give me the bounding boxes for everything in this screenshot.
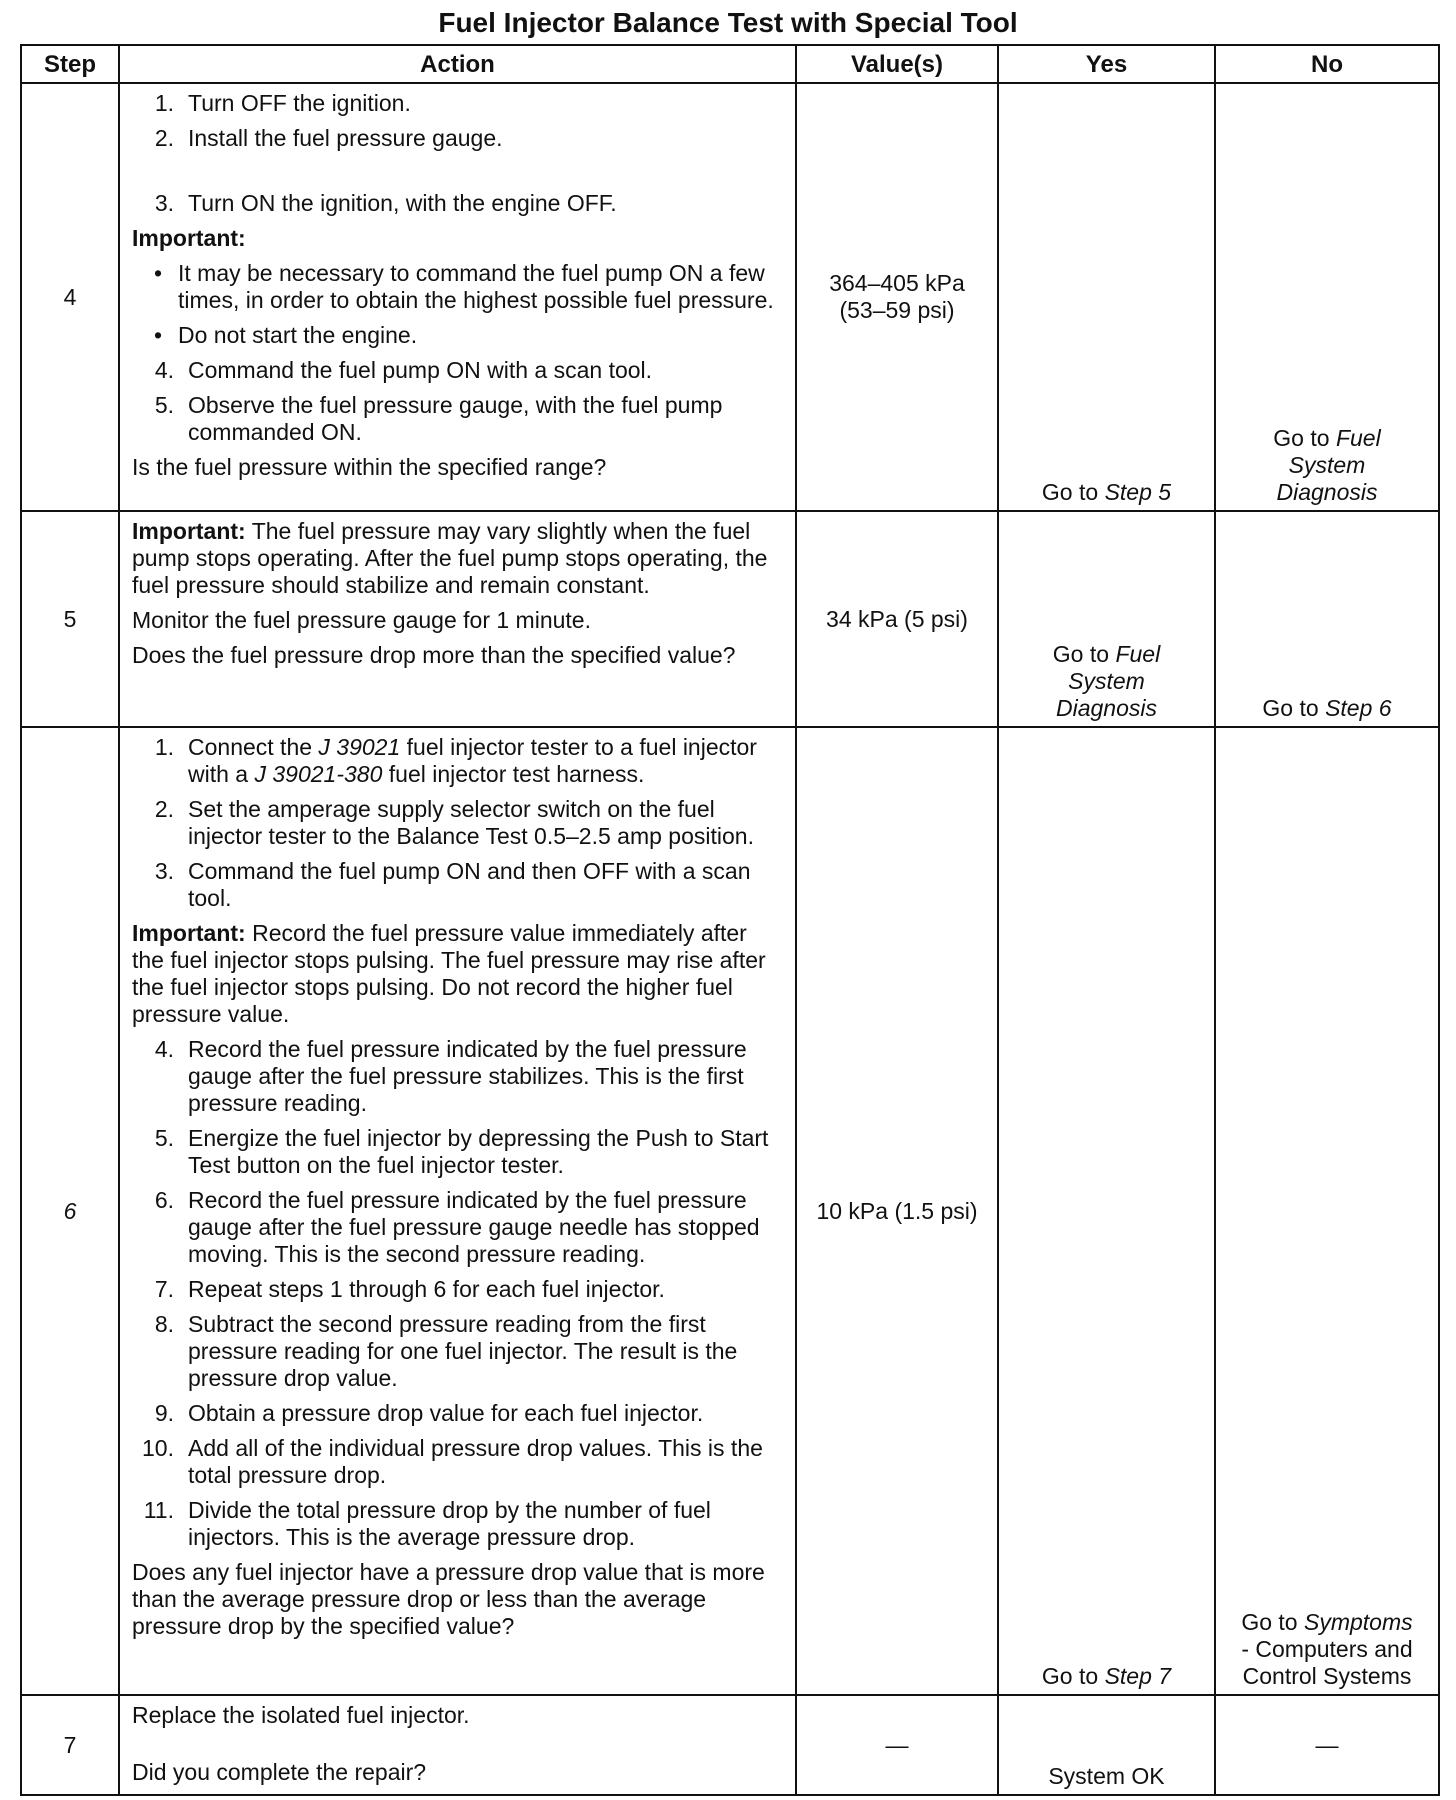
symptoms-link-line: Control Systems bbox=[1242, 1663, 1412, 1689]
value-line: (53–59 psi) bbox=[839, 297, 955, 323]
diagnosis-link[interactable]: System bbox=[1288, 452, 1366, 478]
action-steps bbox=[132, 90, 785, 217]
table-row bbox=[21, 727, 1439, 1695]
table-row bbox=[21, 83, 1439, 511]
question: Is the fuel pressure within the specified range? bbox=[132, 454, 607, 480]
table-header-row bbox=[21, 45, 1439, 83]
action-step: 5. Energize the fuel injector by depressing the Push to Start Test button on the fuel injector tester. bbox=[154, 1125, 769, 1178]
important-note: Important: Record the fuel pressure value immediately after the fuel injector stops pulsing. The fuel pressure may rise after the fuel injector stops pulsing. Do not record the higher fuel pressure value. bbox=[132, 920, 766, 1027]
value-cell: 10 kPa (1.5 psi) bbox=[796, 727, 998, 1695]
question: Does any fuel injector have a pressure drop value that is more than the average pressure drop or less than the average pressure drop by the specified value? bbox=[132, 1559, 765, 1639]
yes-cell: Go to Step 7 bbox=[998, 727, 1215, 1695]
value-cell: 34 kPa (5 psi) bbox=[796, 511, 998, 727]
bullet-item: • It may be necessary to command the fuel pump ON a few times, in order to obtain the highest possible fuel pressure. bbox=[132, 260, 785, 314]
step-number: 6 bbox=[21, 727, 119, 1695]
action-step: 2. Set the amperage supply selector switch on the fuel injector tester to the Balance Test 0.5–2.5 amp position. bbox=[154, 796, 754, 849]
table-row bbox=[21, 511, 1439, 727]
bullet-item: • Do not start the engine. bbox=[132, 322, 785, 349]
action-step: 3. Command the fuel pump ON and then OFF with a scan tool. bbox=[154, 858, 751, 911]
step-number: 7 bbox=[21, 1695, 119, 1795]
important-note: Important: The fuel pressure may vary slightly when the fuel pump stops operating. After the fuel pump stops operating, the fuel pressure should stabilize and remain constant. bbox=[132, 518, 768, 598]
action-step: 3. Turn ON the ignition, with the engine OFF. bbox=[154, 190, 617, 216]
no-cell: Go to Step 6 bbox=[1215, 511, 1439, 727]
no-cell: Go to Fuel System Diagnosis bbox=[1215, 83, 1439, 511]
action-step: 1. Turn OFF the ignition. bbox=[154, 90, 411, 116]
spacer bbox=[132, 160, 785, 182]
tool-number: J 39021 bbox=[318, 734, 401, 760]
diagnosis-link[interactable]: Diagnosis bbox=[1056, 695, 1157, 721]
action-step: 4. Record the fuel pressure indicated by the fuel pressure gauge after the fuel pressure stabilizes. This is the first pressure reading. bbox=[154, 1036, 747, 1116]
yes-cell: System OK bbox=[998, 1695, 1215, 1795]
action-step: 10. Add all of the individual pressure drop values. This is the total pressure drop. bbox=[142, 1435, 763, 1488]
action-step: 6. Record the fuel pressure indicated by the fuel pressure gauge after the fuel pressure gauge needle has stopped moving. This is the second pressure reading. bbox=[154, 1187, 760, 1267]
action-step: 1. Connect the J 39021 fuel injector tester to a fuel injector with a J 39021-380 fuel injector test harness. bbox=[154, 734, 757, 787]
tool-number: J 39021-380 bbox=[254, 761, 383, 787]
action-steps bbox=[132, 734, 785, 912]
diagnosis-link[interactable]: Diagnosis bbox=[1276, 479, 1378, 505]
important-bullets bbox=[132, 260, 785, 349]
step-link[interactable]: Step 5 bbox=[1104, 479, 1172, 505]
symptoms-link[interactable]: Symptoms bbox=[1304, 1609, 1413, 1635]
action-step: 8. Subtract the second pressure reading from the first pressure reading for one fuel injector. The result is the pressure drop value. bbox=[154, 1311, 738, 1391]
value-cell: — bbox=[796, 1695, 998, 1795]
action-step: 5. Observe the fuel pressure gauge, with the fuel pump commanded ON. bbox=[154, 392, 723, 445]
header-no: No bbox=[1215, 45, 1439, 83]
action-steps bbox=[132, 1036, 785, 1551]
action-step: 4. Command the fuel pump ON with a scan tool. bbox=[154, 357, 653, 383]
value-line: 364–405 kPa bbox=[829, 270, 965, 296]
header-action: Action bbox=[119, 45, 796, 83]
symptoms-link-line: - Computers and bbox=[1241, 1636, 1413, 1662]
header-values: Value(s) bbox=[796, 45, 998, 83]
instruction: Replace the isolated fuel injector. bbox=[132, 1702, 470, 1728]
important-label: Important: bbox=[132, 225, 246, 251]
question: Did you complete the repair? bbox=[132, 1759, 427, 1785]
step-number: 4 bbox=[21, 83, 119, 511]
yes-cell: Go to Step 5 bbox=[998, 83, 1215, 511]
header-step: Step bbox=[21, 45, 119, 83]
page-title: Fuel Injector Balance Test with Special Tool bbox=[438, 7, 1018, 38]
step-link[interactable]: Step 6 bbox=[1325, 695, 1392, 721]
action-cell bbox=[119, 83, 796, 511]
action-steps bbox=[132, 357, 785, 446]
diagnosis-link[interactable]: Fuel bbox=[1115, 641, 1161, 667]
table-row bbox=[21, 1695, 1439, 1795]
action-step: 9. Obtain a pressure drop value for each fuel injector. bbox=[154, 1400, 704, 1426]
action-cell bbox=[119, 511, 796, 727]
question: Does the fuel pressure drop more than the specified value? bbox=[132, 642, 736, 668]
instruction: Monitor the fuel pressure gauge for 1 minute. bbox=[132, 607, 591, 633]
step-number: 5 bbox=[21, 511, 119, 727]
step-link[interactable]: Step 7 bbox=[1104, 1663, 1172, 1689]
no-cell: — bbox=[1215, 1695, 1439, 1795]
no-cell: Go to Symptoms - Computers and Control Systems bbox=[1215, 727, 1439, 1695]
header-yes: Yes bbox=[998, 45, 1215, 83]
value-cell bbox=[796, 83, 998, 511]
procedure-table bbox=[20, 44, 1440, 1796]
action-step: 7. Repeat steps 1 through 6 for each fuel injector. bbox=[154, 1276, 665, 1302]
action-cell bbox=[119, 1695, 796, 1795]
diagnosis-link[interactable]: System bbox=[1068, 668, 1145, 694]
action-step: 11. Divide the total pressure drop by the number of fuel injectors. This is the average pressure drop. bbox=[143, 1497, 711, 1550]
yes-cell: Go to Fuel System Diagnosis bbox=[998, 511, 1215, 727]
action-cell bbox=[119, 727, 796, 1695]
diagnosis-link[interactable]: Fuel bbox=[1335, 425, 1381, 451]
action-step: 2. Install the fuel pressure gauge. bbox=[154, 125, 503, 151]
